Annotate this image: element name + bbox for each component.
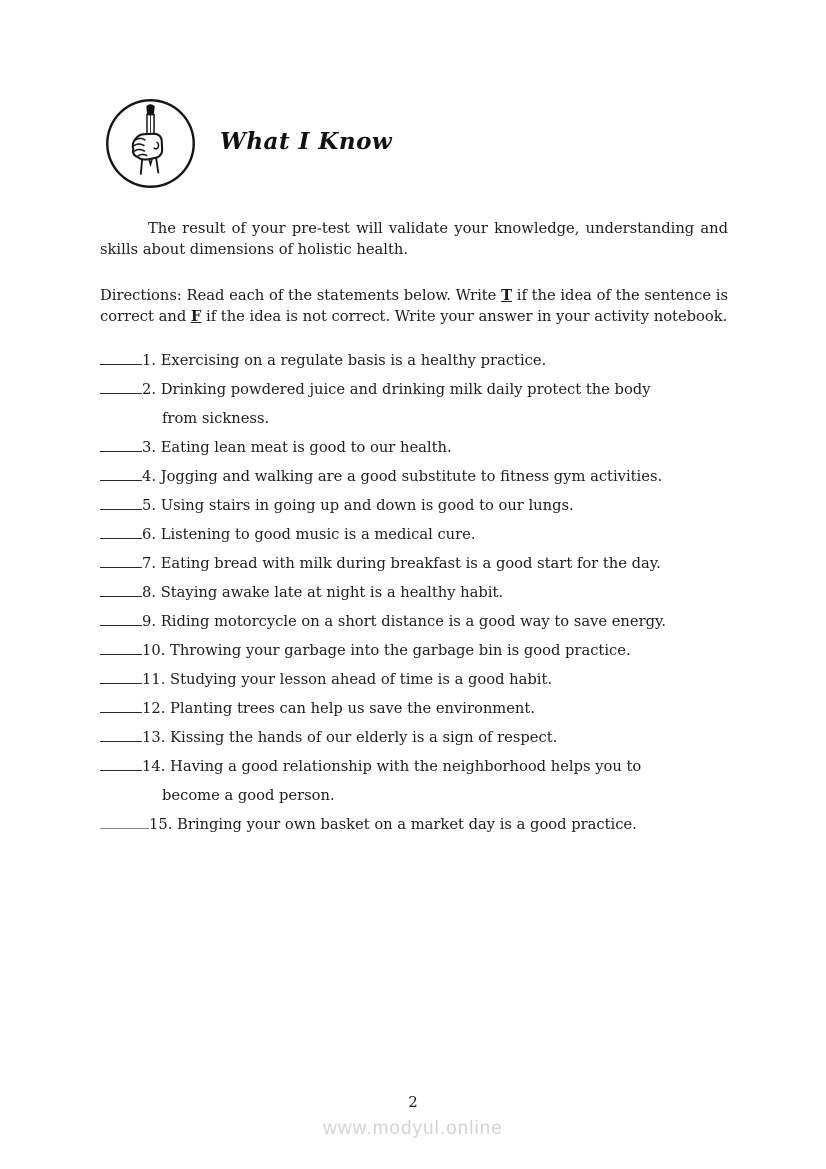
answer-blank [100, 770, 142, 771]
statement-number: 11. [142, 671, 171, 688]
statement-item [100, 462, 728, 491]
answer-blank [100, 480, 142, 481]
statement-text-continuation: from sickness. [162, 410, 270, 427]
statement-item [100, 520, 728, 549]
statement-item [100, 346, 728, 375]
statement-number: 14. [142, 758, 171, 775]
page-number: 2 [408, 1093, 418, 1111]
statement-item [100, 375, 728, 433]
answer-blank [100, 828, 149, 829]
statement-number: 15. [149, 816, 178, 833]
statement-text: Bringing your own basket on a market day is a good practice. [177, 816, 637, 833]
intro-paragraph: The result of your pre-test will validate your knowledge, understanding and skills about dimensions of holistic health. [100, 220, 728, 258]
directions-text-1: Directions: Read each of the statements below. Write [100, 287, 502, 304]
statement-item [100, 491, 728, 520]
statement-item [100, 549, 728, 578]
directions-false-letter: F [190, 308, 202, 325]
statement-number: 6. [142, 526, 161, 543]
directions-text-3: if the idea is not correct. Write your answer in your activity notebook. [201, 308, 728, 325]
answer-blank [100, 654, 142, 655]
statement-text: Kissing the hands of our elderly is a sign of respect. [170, 729, 558, 746]
statement-number: 8. [142, 584, 161, 601]
answer-blank [100, 741, 142, 742]
statement-item [100, 636, 728, 665]
answer-blank [100, 538, 142, 539]
statement-number: 5. [142, 497, 161, 514]
directions-text-2: if the idea of the sentence is correct and [100, 287, 728, 325]
statement-number: 9. [142, 613, 161, 630]
answer-blank [100, 712, 142, 713]
page-title: What I Know [220, 128, 393, 155]
hand-holding-pencil-icon [104, 96, 197, 191]
statement-text: Using stairs in going up and down is good to our lungs. [160, 497, 574, 514]
statement-number: 10. [142, 642, 171, 659]
statement-text: Exercising on a regulate basis is a healthy practice. [160, 352, 547, 369]
statement-item [100, 433, 728, 462]
statement-item [100, 752, 728, 810]
statement-text: Drinking powdered juice and drinking milk daily protect the body [160, 381, 651, 398]
statement-number: 12. [142, 700, 171, 717]
statement-text: Studying your lesson ahead of time is a good habit. [170, 671, 553, 688]
statement-item [100, 607, 728, 636]
statement-text: Eating lean meat is good to our health. [160, 439, 452, 456]
statement-item [100, 723, 728, 752]
statement-number: 1. [142, 352, 161, 369]
statement-text: Riding motorcycle on a short distance is a good way to save energy. [160, 613, 667, 630]
answer-blank [100, 625, 142, 626]
statement-text: Listening to good music is a medical cure. [160, 526, 476, 543]
watermark-text: www.modyul.online [323, 1118, 503, 1139]
directions-true-letter: T [501, 287, 513, 304]
statement-number: 13. [142, 729, 171, 746]
directions-paragraph [100, 285, 728, 327]
answer-blank [100, 451, 142, 452]
statement-item [100, 665, 728, 694]
content-area [100, 218, 728, 839]
answer-blank [100, 393, 142, 394]
statement-item [100, 810, 728, 839]
statement-text: Staying awake late at night is a healthy habit. [160, 584, 504, 601]
statement-text: Eating bread with milk during breakfast is a good start for the day. [160, 555, 661, 572]
statement-text-continuation: become a good person. [162, 787, 335, 804]
statement-text: Having a good relationship with the neighborhood helps you to [170, 758, 642, 775]
statement-number: 4. [142, 468, 161, 485]
answer-blank [100, 596, 142, 597]
statements-list [100, 346, 728, 839]
answer-blank [100, 364, 142, 365]
statement-text: Throwing your garbage into the garbage bin is good practice. [170, 642, 631, 659]
answer-blank [100, 567, 142, 568]
answer-blank [100, 683, 142, 684]
statement-number: 3. [142, 439, 161, 456]
statement-item [100, 694, 728, 723]
statement-text: Planting trees can help us save the environment. [170, 700, 535, 717]
statement-item [100, 578, 728, 607]
answer-blank [100, 509, 142, 510]
statement-number: 2. [142, 381, 161, 398]
statement-number: 7. [142, 555, 161, 572]
statement-text: Jogging and walking are a good substitute to fitness gym activities. [160, 468, 663, 485]
